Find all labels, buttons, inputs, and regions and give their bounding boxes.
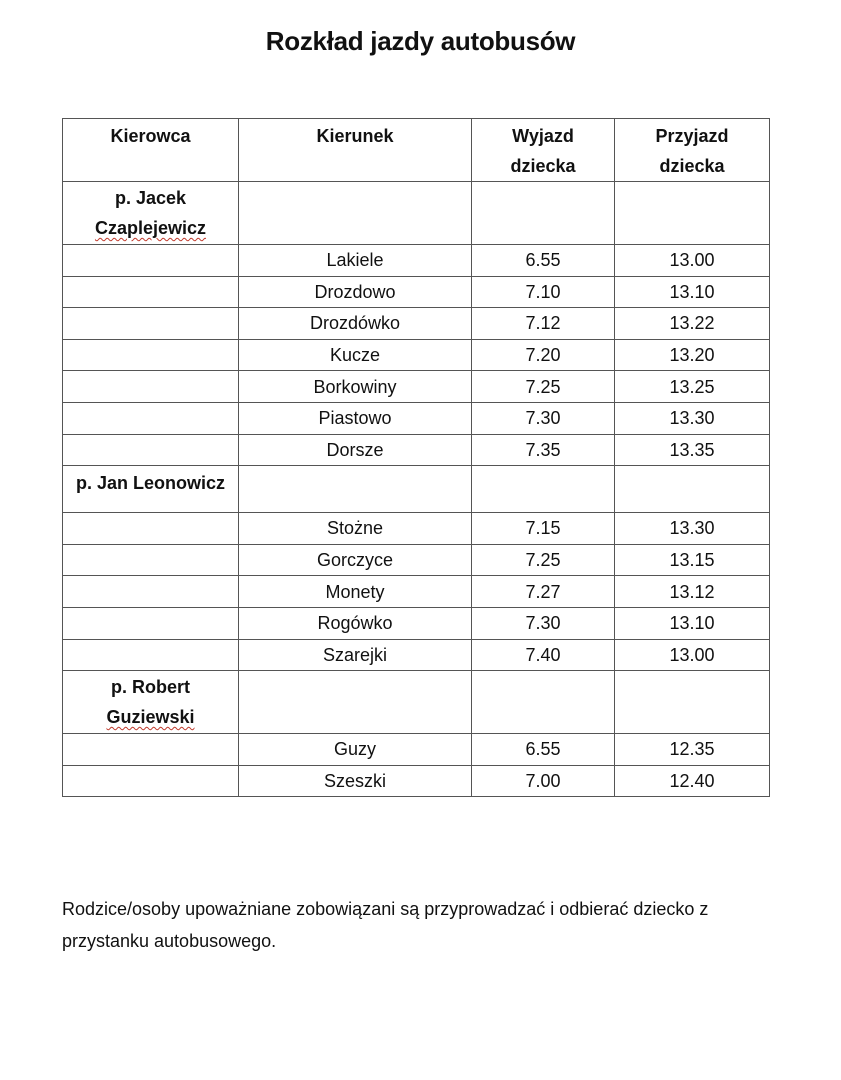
table-row — [63, 576, 770, 608]
empty-cell — [63, 513, 239, 545]
table-row — [63, 639, 770, 671]
arrival-time: 13.00 — [615, 639, 770, 671]
empty-cell — [63, 639, 239, 671]
arrival-time: 13.12 — [615, 576, 770, 608]
table-row — [63, 544, 770, 576]
table-header-row — [63, 119, 770, 182]
parents-note: Rodzice/osoby upoważniane zobowiązani są przyprowadzać i odbierać dziecko z przystanku autobusowego. — [62, 899, 709, 951]
arrival-time: 12.40 — [615, 765, 770, 797]
table-row — [63, 513, 770, 545]
empty-cell — [63, 434, 239, 466]
empty-cell — [63, 544, 239, 576]
empty-cell — [239, 466, 472, 513]
header-direction — [239, 119, 472, 182]
table-row — [63, 607, 770, 639]
empty-cell — [615, 182, 770, 245]
table-row — [63, 434, 770, 466]
stop-place: Guzy — [239, 734, 472, 766]
departure-time: 6.55 — [472, 734, 615, 766]
departure-time: 6.55 — [472, 245, 615, 277]
stop-place: Piastowo — [239, 402, 472, 434]
departure-time: 7.20 — [472, 339, 615, 371]
driver-name-line2: Guziewski — [106, 707, 195, 728]
driver-cell — [63, 466, 239, 513]
driver-name-line1: p. Robert — [111, 677, 190, 698]
empty-cell — [472, 466, 615, 513]
driver-name-line2: Czaplejewicz — [94, 218, 207, 238]
empty-cell — [63, 371, 239, 403]
header-departure — [472, 119, 615, 182]
arrival-time: 13.10 — [615, 276, 770, 308]
stop-place: Szarejki — [239, 639, 472, 671]
driver-name-line1: p. Jacek — [114, 188, 187, 208]
stop-place: Borkowiny — [239, 371, 472, 403]
arrival-time: 13.30 — [615, 402, 770, 434]
arrival-time: 13.15 — [615, 544, 770, 576]
stop-place: Szeszki — [239, 765, 472, 797]
stop-place: Lakiele — [239, 245, 472, 277]
arrival-time: 13.22 — [615, 308, 770, 340]
empty-cell — [472, 182, 615, 245]
bus-schedule-table — [62, 118, 770, 797]
departure-time: 7.10 — [472, 276, 615, 308]
arrival-time: 13.00 — [615, 245, 770, 277]
empty-cell — [63, 276, 239, 308]
arrival-time: 13.30 — [615, 513, 770, 545]
header-driver — [63, 119, 239, 182]
departure-time: 7.12 — [472, 308, 615, 340]
departure-time: 7.25 — [472, 544, 615, 576]
table-row — [63, 734, 770, 766]
departure-time: 7.40 — [472, 639, 615, 671]
header-driver-label: Kierowca — [110, 126, 191, 146]
table-row — [63, 339, 770, 371]
departure-time: 7.30 — [472, 607, 615, 639]
empty-cell — [239, 182, 472, 245]
header-arrival-line2: dziecka — [659, 156, 725, 176]
page-title: Rozkład jazdy autobusów — [265, 26, 576, 56]
departure-time: 7.30 — [472, 402, 615, 434]
arrival-time: 13.20 — [615, 339, 770, 371]
empty-cell — [615, 671, 770, 734]
empty-cell — [63, 765, 239, 797]
header-departure-line1: Wyjazd — [512, 126, 574, 146]
departure-time: 7.00 — [472, 765, 615, 797]
table-row — [63, 765, 770, 797]
stop-place: Dorsze — [239, 434, 472, 466]
empty-cell — [239, 671, 472, 734]
stop-place: Gorczyce — [239, 544, 472, 576]
table-row — [63, 371, 770, 403]
empty-cell — [63, 734, 239, 766]
table-row — [63, 308, 770, 340]
departure-time: 7.25 — [472, 371, 615, 403]
departure-time: 7.27 — [472, 576, 615, 608]
table-row — [63, 402, 770, 434]
driver-cell — [63, 182, 239, 245]
table-row — [63, 276, 770, 308]
header-direction-label: Kierunek — [316, 126, 394, 146]
arrival-time: 12.35 — [615, 734, 770, 766]
driver-row — [63, 671, 770, 734]
arrival-time: 13.10 — [615, 607, 770, 639]
empty-cell — [63, 308, 239, 340]
departure-time: 7.35 — [472, 434, 615, 466]
stop-place: Drozdowo — [239, 276, 472, 308]
stop-place: Stożne — [239, 513, 472, 545]
empty-cell — [63, 245, 239, 277]
empty-cell — [63, 402, 239, 434]
table-row — [63, 245, 770, 277]
driver-name-line1: p. Jan Leonowicz — [75, 473, 226, 494]
header-arrival-line1: Przyjazd — [655, 126, 729, 146]
empty-cell — [63, 339, 239, 371]
empty-cell — [472, 671, 615, 734]
stop-place: Kucze — [239, 339, 472, 371]
header-departure-line2: dziecka — [510, 156, 576, 176]
departure-time: 7.15 — [472, 513, 615, 545]
stop-place: Rogówko — [239, 607, 472, 639]
arrival-time: 13.25 — [615, 371, 770, 403]
stop-place: Drozdówko — [239, 308, 472, 340]
stop-place: Monety — [239, 576, 472, 608]
header-arrival — [615, 119, 770, 182]
empty-cell — [63, 576, 239, 608]
driver-row — [63, 466, 770, 513]
empty-cell — [615, 466, 770, 513]
arrival-time: 13.35 — [615, 434, 770, 466]
empty-cell — [63, 607, 239, 639]
driver-cell — [63, 671, 239, 734]
driver-row — [63, 182, 770, 245]
